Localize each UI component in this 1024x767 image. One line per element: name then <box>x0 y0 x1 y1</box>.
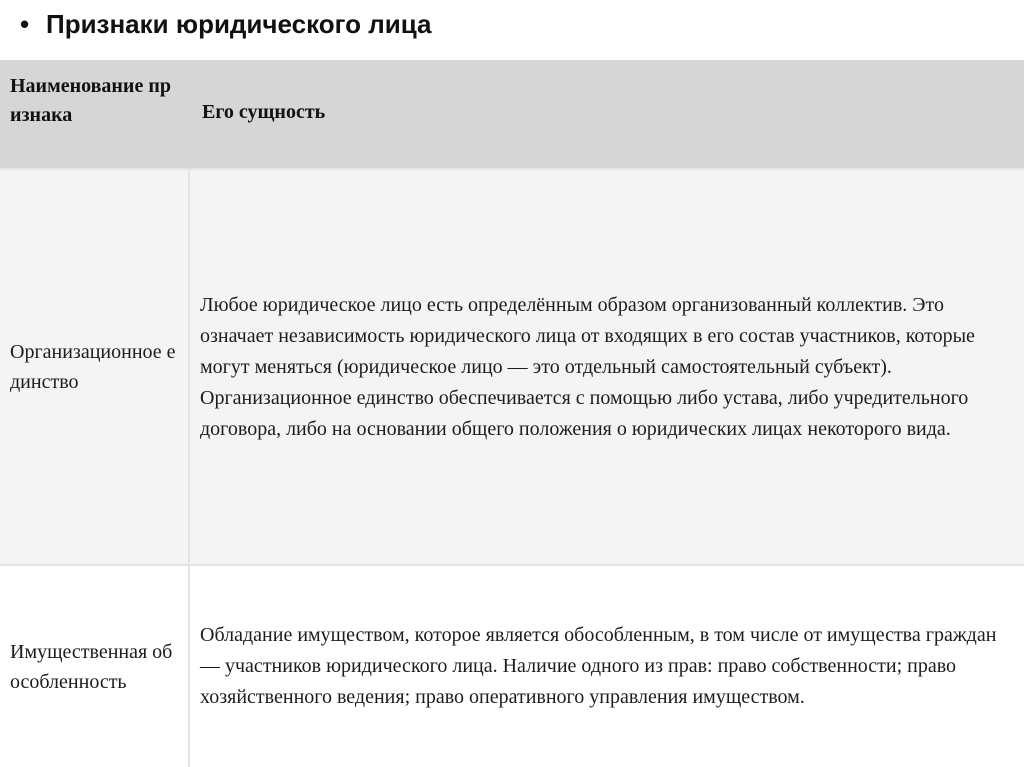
header-name-label: Наименование признака <box>10 75 171 126</box>
table-header-name <box>0 60 188 168</box>
table-row-1-description <box>190 170 1024 564</box>
table-header-essence <box>190 60 1024 168</box>
slide-title <box>20 6 432 42</box>
signs-table <box>0 60 1024 767</box>
table-row-2-description <box>190 566 1024 767</box>
slide-title-text: Признаки юридического лица <box>46 9 432 39</box>
table-row-1-name <box>0 170 188 564</box>
bullet-icon: • <box>20 9 30 39</box>
header-essence-label: Его сущность <box>202 100 326 123</box>
sign-description: Любое юридическое лицо есть определённым образом организованный коллектив. Это означает независимость юридического лица от входящих в его состав участников, которые могут меняться (юридическое лицо — это отдельный самостоятельный субъект). Организационное единство обеспечивается с помощью либо устава, либо учредительного договора, либо на основании общего положения о юридических лицах некоторого вида. <box>200 293 975 440</box>
table-row-2-name <box>0 566 188 767</box>
sign-name: Имущественная обособленность <box>10 640 173 693</box>
sign-name: Организационное единство <box>10 341 176 393</box>
sign-description: Обладание имуществом, которое является обособленным, в том числе от имущества граждан — участников юридического лица. Наличие одного из прав: право собственности; право хозяйственного ведения; право оперативного управления имуществом. <box>200 624 997 708</box>
